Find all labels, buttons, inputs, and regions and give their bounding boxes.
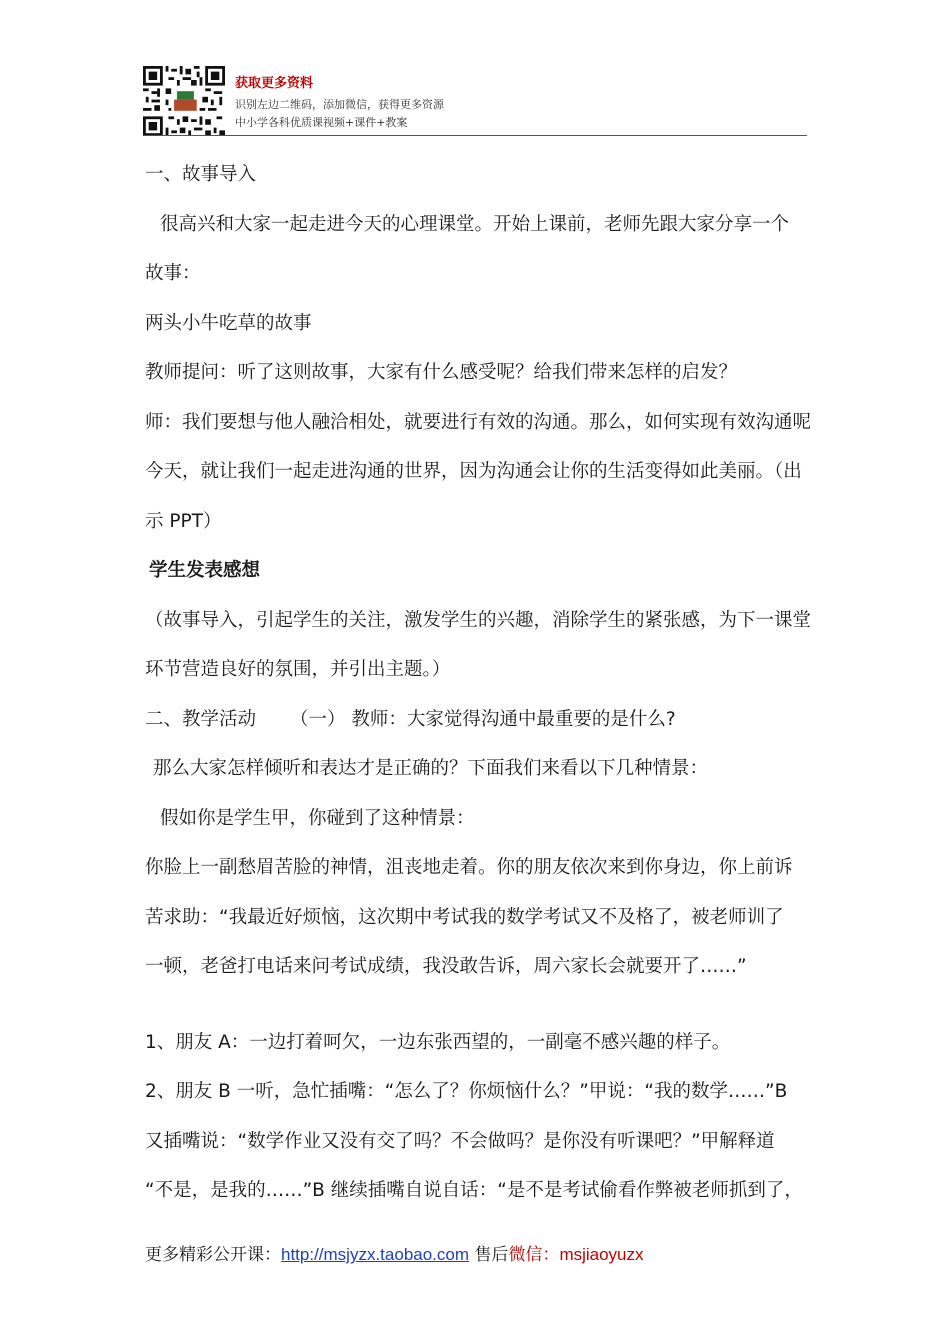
- paragraph: 师：我们要想与他人融洽相处，就要进行有效的沟通。那么，如何实现有效沟通呢: [145, 411, 812, 433]
- paragraph: 你脸上一副愁眉苦脸的神情，沮丧地走着。你的朋友依次来到你身边，你上前诉: [145, 857, 793, 878]
- list-item: 2、朋友 B 一听，急忙插嘴：“怎么了？你烦恼什么？”甲说：“我的数学……”B: [145, 1081, 788, 1102]
- paragraph: 很高兴和大家一起走进今天的心理课堂。开始上课前，老师先跟大家分享一个: [160, 213, 790, 235]
- paragraph: 假如你是学生甲，你碰到了这种情景：: [160, 807, 475, 829]
- after-sales-label: 售后: [474, 1245, 509, 1265]
- footer-label: 更多精彩公开课：: [145, 1245, 281, 1265]
- page-header: [143, 62, 807, 136]
- promo-title: 获取更多资料: [235, 76, 314, 91]
- list-item: 1、朋友 A：一边打着呵欠，一边东张西望的，一副毫不感兴趣的样子。: [145, 1031, 731, 1053]
- paragraph: 苦求助：“我最近好烦恼，这次期中考试我的数学考试又不及格了，被老师训了: [145, 906, 784, 928]
- paragraph: （故事导入，引起学生的关注，激发学生的兴趣，消除学生的紧张感，为下一课堂: [145, 609, 812, 631]
- paragraph: 环节营造良好的氛围，并引出主题。）: [145, 659, 451, 680]
- page-footer: [145, 1240, 644, 1265]
- paragraph: 今天，就让我们一起走进沟通的世界，因为沟通会让你的生活变得如此美丽。（出: [145, 461, 802, 482]
- paragraph: 两头小牛吃草的故事: [145, 312, 312, 334]
- wechat-label: 微信：: [508, 1245, 560, 1265]
- paragraph: 故事：: [145, 263, 201, 284]
- document-body: [145, 150, 810, 1216]
- paragraph: 又插嘴说：“数学作业又没有交了吗？不会做吗？是你没有听课吧？”甲解释道: [145, 1130, 775, 1152]
- paragraph: 一顿，老爸打电话来问考试成绩，我没敢告诉，周六家长会就要开了……”: [145, 956, 747, 977]
- qr-code: [143, 66, 225, 136]
- section-heading: [145, 695, 810, 745]
- shop-link[interactable]: http://msjyzx.taobao.com: [281, 1245, 470, 1264]
- paragraph: 示 PPT）: [145, 510, 222, 532]
- promo-line: 中小学各科优质课视频+课件+教案: [235, 116, 408, 129]
- bold-heading: 学生发表感想: [149, 560, 261, 581]
- section-title: 二、教学活动: [145, 708, 257, 730]
- wechat-id: msjiaoyuzx: [559, 1245, 644, 1264]
- section-heading: 一、故事导入: [145, 164, 257, 185]
- paragraph: 教师提问：听了这则故事，大家有什么感受呢？给我们带来怎样的启发？: [145, 362, 738, 383]
- paragraph: 那么大家怎样倾听和表达才是正确的？下面我们来看以下几种情景：: [153, 758, 709, 779]
- promo-line: 识别左边二维码，添加微信，获得更多资源: [235, 98, 444, 111]
- paragraph: “不是，是我的……”B 继续插嘴自说自话：“是不是考试偷看作弊被老师抓到了，: [145, 1180, 803, 1201]
- question-line: （一） 教师：大家觉得沟通中最重要的是什么?: [290, 708, 676, 730]
- header-divider: [143, 135, 807, 136]
